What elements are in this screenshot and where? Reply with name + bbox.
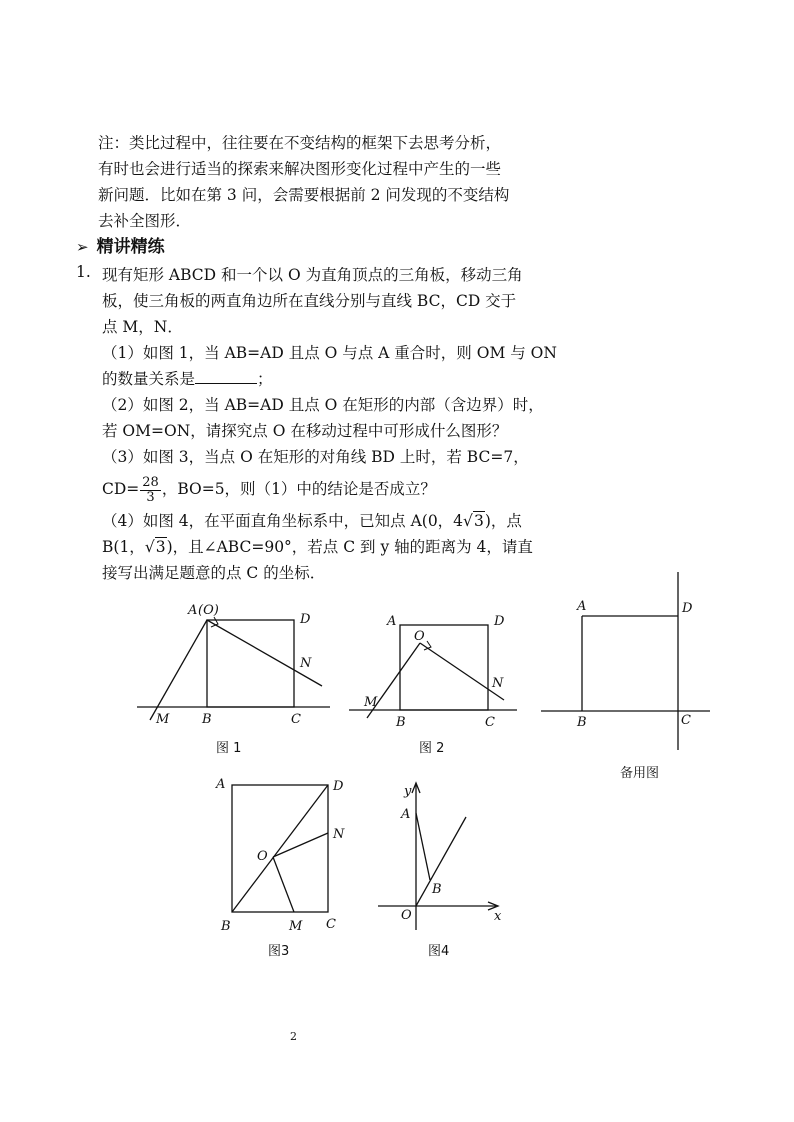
fig4-label-a: A — [401, 807, 411, 822]
part-1-end: ； — [257, 370, 273, 388]
part-4-text: )，点 — [484, 512, 522, 530]
part-2-line: （2）如图 2，当 AB=AD 且点 O 在矩形的内部（含边界）时， — [102, 396, 544, 414]
fraction-numerator: 28 — [142, 474, 159, 490]
fig1-leg-on — [207, 620, 322, 686]
fig4-label-o: O — [401, 908, 412, 923]
fig2-leg-on — [420, 643, 504, 700]
question-intro-line: 点 M，N． — [102, 318, 183, 336]
part-4-text: )，且∠ABC=90°，若点 C 到 y 轴的距离为 4，请直 — [166, 538, 533, 556]
fig2-label-b: B — [396, 715, 406, 730]
fig1-leg-om — [150, 620, 207, 720]
spare-label-b: B — [577, 715, 587, 730]
fig1-square — [207, 620, 294, 707]
fig1-label-a: A — [188, 603, 198, 618]
arrow-bullet-icon: ➢ — [76, 238, 89, 256]
question-intro-line: 现有矩形 ABCD 和一个以 O 为直角顶点的三角板，移动三角 — [102, 266, 523, 284]
note-line: 注：类比过程中，往往要在不变结构的框架下去思考分析， — [98, 134, 502, 152]
part-4-line: 接写出满足题意的点 C 的坐标． — [102, 564, 326, 582]
note-line: 新问题．比如在第 3 问，会需要根据前 2 问发现的不变结构 — [98, 186, 510, 204]
part-2-line: 若 OM=ON，请探究点 O 在移动过程中可形成什么图形？ — [102, 422, 508, 440]
fig2-label-a: A — [387, 614, 397, 629]
part-4-line: B(1，√3)，且∠ABC=90°，若点 C 到 y 轴的距离为 4，请直 — [102, 538, 533, 556]
fig3-label-c: C — [326, 917, 336, 932]
fig1-label-b: B — [202, 712, 212, 727]
fig1-caption: 图 1 — [216, 741, 242, 756]
fig3-label-m: M — [289, 919, 303, 934]
fig2-label-m: M — [364, 695, 378, 710]
page-number: 2 — [290, 1030, 297, 1043]
fig1-label-m: M — [156, 712, 170, 727]
question-intro-line: 板，使三角板的两直角边所在直线分别与直线 BC，CD 交于 — [102, 292, 517, 310]
fig2-caption: 图 2 — [419, 741, 445, 756]
fig4-segment-ab — [416, 813, 430, 880]
spare-label-d: D — [682, 601, 693, 616]
fig3-label-a: A — [216, 777, 226, 792]
fig3-label-b: B — [221, 919, 231, 934]
section-title: 精讲精练 — [96, 237, 165, 257]
fig1-label-n: N — [300, 656, 312, 671]
sqrt-radicand: 3 — [155, 538, 166, 556]
fig3-label-d: D — [333, 779, 344, 794]
part-4-text: B(1， — [102, 538, 145, 556]
fig2-label-c: C — [485, 715, 495, 730]
part-1-text: 的数量关系是 — [102, 370, 196, 388]
part-4-text: （4）如图 4，在平面直角坐标系中，已知点 A(0，4 — [102, 512, 464, 530]
fig4-label-x: x — [494, 909, 502, 924]
part-3-line: （3）如图 3，当点 O 在矩形的对角线 BD 上时，若 BC=7， — [102, 448, 529, 466]
question-number: 1. — [76, 263, 91, 281]
sqrt-radicand: 3 — [473, 512, 484, 530]
fig3-diagonal-bd — [232, 785, 328, 912]
fig1-label-d: D — [300, 612, 311, 627]
fig2-right-angle-mark — [424, 641, 431, 650]
fig1-label-c: C — [291, 712, 301, 727]
fig3-segment-om — [273, 857, 294, 912]
fig1-label-o: (O) — [198, 603, 219, 618]
cd-label: CD= — [102, 480, 140, 498]
fig4-caption: 图4 — [428, 944, 450, 959]
fig2-label-d: D — [494, 614, 505, 629]
fig3-label-o: O — [257, 849, 268, 864]
figure-4 — [378, 783, 498, 930]
part-1-line: （1）如图 1，当 AB=AD 且点 O 与点 A 重合时，则 OM 与 ON — [102, 344, 557, 362]
fig3-caption: 图3 — [268, 944, 290, 959]
spare-label-a: A — [577, 599, 587, 614]
spare-label-c: C — [681, 713, 691, 728]
fraction-denominator: 3 — [146, 489, 155, 505]
fig3-segment-on — [273, 833, 328, 857]
fig4-label-y: y — [404, 784, 412, 799]
part-3-text: ，BO=5，则（1）中的结论是否成立？ — [161, 480, 436, 498]
fig2-label-o: O — [414, 629, 425, 644]
figure-3 — [232, 785, 328, 912]
fig2-label-n: N — [492, 676, 504, 691]
fig4-label-b: B — [432, 882, 442, 897]
spare-caption: 备用图 — [620, 766, 660, 781]
part-4-line: （4）如图 4，在平面直角坐标系中，已知点 A(0，4√3)，点 — [102, 512, 522, 530]
note-line: 有时也会进行适当的探索来解决图形变化过程中产生的一些 — [98, 160, 502, 178]
fig3-label-n: N — [333, 827, 345, 842]
note-line: 去补全图形． — [98, 212, 192, 230]
